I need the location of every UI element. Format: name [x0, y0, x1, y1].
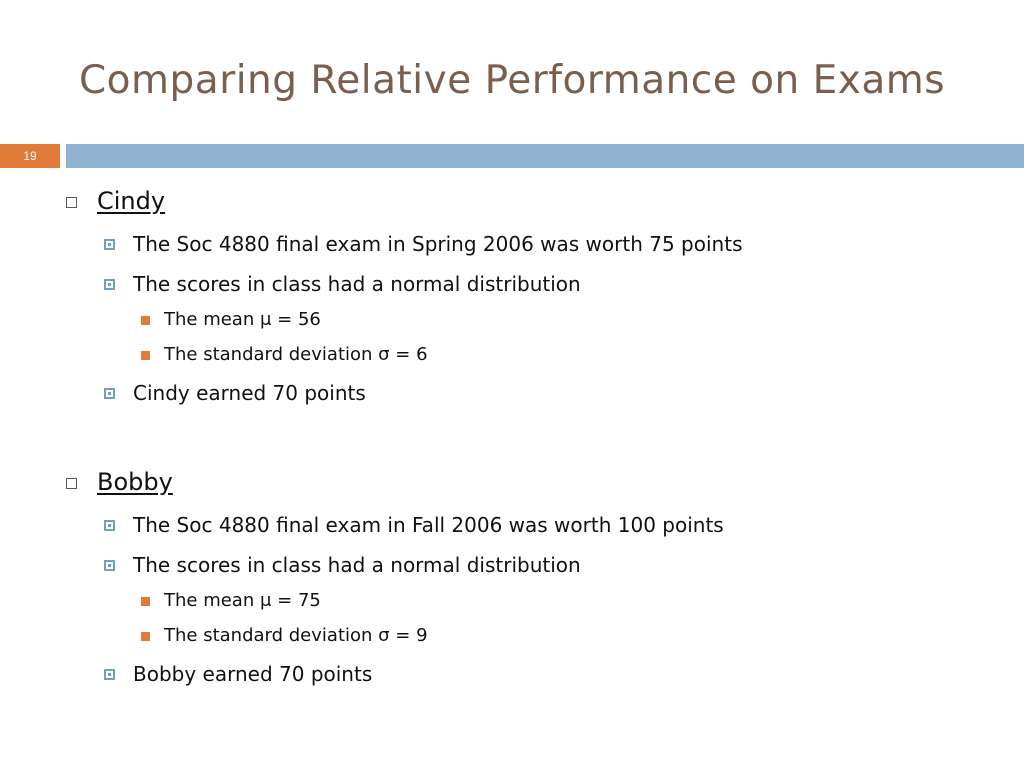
section-heading-cindy [97, 187, 165, 215]
filled-square-bullet-icon [141, 632, 150, 641]
slide-title: Comparing Relative Performance on Exams [78, 58, 946, 103]
boxed-square-bullet-icon [104, 279, 115, 290]
hollow-square-bullet-icon [66, 478, 77, 489]
list-item-text: The scores in class had a normal distribution [133, 272, 581, 296]
hollow-square-bullet-icon [66, 197, 77, 208]
boxed-square-bullet-icon [104, 560, 115, 571]
list-item-text: The Soc 4880 final exam in Fall 2006 was worth 100 points [133, 513, 724, 537]
list-item [164, 625, 428, 646]
boxed-square-bullet-icon [104, 388, 115, 399]
section-heading-label: Bobby [97, 468, 173, 496]
list-item-text: The mean μ = 56 [164, 309, 321, 330]
list-item [133, 662, 372, 686]
list-item [164, 344, 428, 365]
section-heading-label: Cindy [97, 187, 166, 215]
slide-number-badge: 19 [0, 144, 60, 168]
filled-square-bullet-icon [141, 316, 150, 325]
boxed-square-bullet-icon [104, 239, 115, 250]
boxed-square-bullet-icon [104, 669, 115, 680]
list-item-text: The Soc 4880 final exam in Spring 2006 was worth 75 points [133, 232, 743, 256]
list-item-text: The mean μ = 75 [164, 590, 321, 611]
list-item-text: Bobby earned 70 points [133, 662, 373, 686]
list-item [164, 309, 321, 330]
filled-square-bullet-icon [141, 597, 150, 606]
list-item [133, 513, 724, 537]
list-item [164, 590, 321, 611]
list-item [133, 232, 742, 256]
list-item [133, 272, 581, 296]
list-item [133, 381, 366, 405]
section-heading-bobby [97, 468, 173, 496]
filled-square-bullet-icon [141, 351, 150, 360]
list-item-text: The standard deviation σ = 9 [164, 625, 428, 646]
list-item-text: The standard deviation σ = 6 [164, 344, 428, 365]
list-item-text: The scores in class had a normal distribution [133, 553, 581, 577]
list-item-text: Cindy earned 70 points [133, 381, 366, 405]
list-item [133, 553, 581, 577]
boxed-square-bullet-icon [104, 520, 115, 531]
